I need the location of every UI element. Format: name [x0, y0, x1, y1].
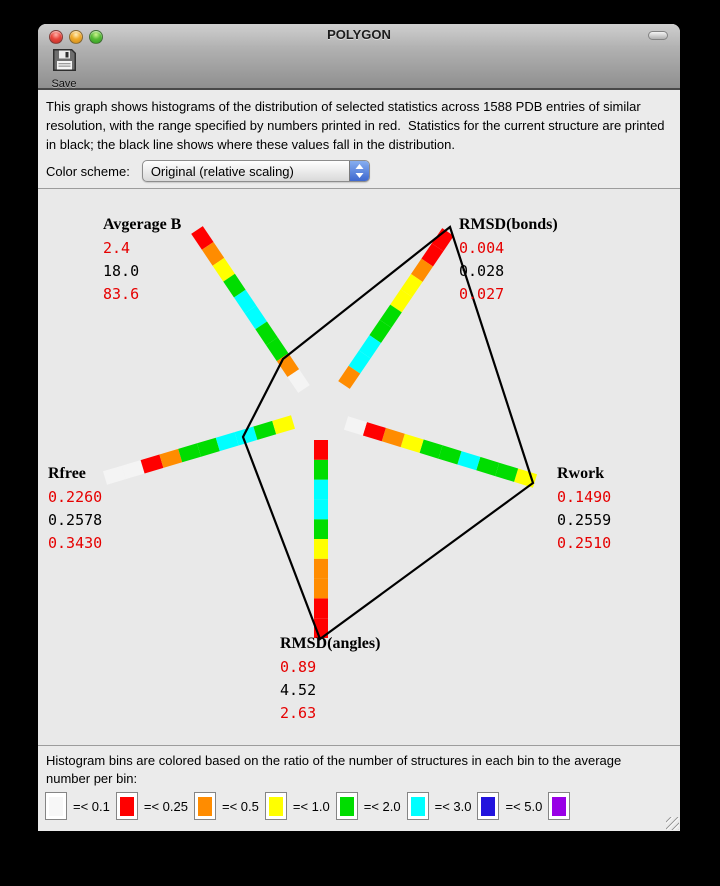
histogram-bin-segment	[314, 598, 328, 618]
description-panel	[38, 90, 680, 189]
legend-swatch-color	[120, 797, 134, 816]
histogram-bin-segment	[363, 422, 386, 441]
legend-swatch-color	[198, 797, 212, 816]
axis-current-value: 0.2559	[557, 511, 612, 529]
title-bar[interactable]	[38, 24, 680, 46]
histogram-bin-segment	[141, 454, 164, 473]
axis-label: RMSD(angles)	[280, 635, 381, 652]
legend-swatch-color	[49, 797, 63, 816]
axis-current-value: 18.0	[103, 262, 140, 280]
window-title: POLYGON	[327, 27, 391, 42]
histogram-bin-segment	[514, 469, 537, 488]
legend-swatch-color	[552, 797, 566, 816]
histogram-bin-segment	[495, 463, 518, 482]
axis-block-rwork	[557, 465, 611, 555]
legend-swatch	[407, 792, 429, 820]
axis-block-rmsd-bonds	[459, 216, 558, 306]
radar-plot	[38, 189, 680, 745]
color-scheme-dropdown[interactable]	[142, 160, 370, 182]
legend-swatch-color	[411, 797, 425, 816]
histogram-bin-segment	[253, 421, 276, 440]
histogram-bin-segment	[314, 480, 328, 500]
histogram-bin-segment	[197, 438, 220, 457]
color-scheme-label: Color scheme:	[46, 163, 130, 179]
dropdown-stepper-icon	[349, 161, 369, 181]
save-button-label: Save	[51, 78, 77, 90]
axis-block-average-b	[103, 216, 181, 306]
histogram-bin-segment	[476, 457, 499, 476]
histogram-bin-segment	[438, 445, 461, 464]
axis-block-rmsd-angles	[280, 635, 380, 725]
axis-min-value: 0.1490	[557, 488, 612, 506]
axis-min-value: 0.2260	[48, 488, 103, 506]
axis-current-value: 0.2578	[48, 511, 103, 529]
legend-bin-label: =< 0.25	[143, 798, 188, 814]
legend-swatch	[45, 792, 67, 820]
histogram-bin-segment	[314, 579, 328, 599]
legend-bin-label: =< 5.0	[505, 798, 543, 814]
histogram-bin-segment	[122, 460, 145, 479]
histogram-bin-segment	[216, 432, 239, 451]
axis-max-value: 0.2510	[557, 534, 612, 552]
axis-block-rfree	[48, 465, 102, 555]
legend-bin-label: =< 0.5	[221, 798, 259, 814]
description-text: This graph shows histograms of the distribution of selected statistics across 1588 PDB entries of similar resolution, with the range specified by numbers printed in red. Statistics for the current structure are printed in black; the black line shows where these values fall in the distribution.	[46, 99, 669, 152]
histogram-bin-segment	[314, 539, 328, 559]
legend-swatch-color	[340, 797, 354, 816]
legend-swatch	[548, 792, 570, 820]
legend-swatch	[477, 792, 499, 820]
collapse-pill-button[interactable]	[648, 31, 668, 40]
histogram-bin-segment	[314, 559, 328, 579]
histogram-bin-segment	[382, 428, 405, 447]
axis-min-value: 0.004	[459, 239, 505, 257]
histogram-bin-segment	[344, 416, 367, 435]
legend-swatch-color	[481, 797, 495, 816]
legend-swatch	[265, 792, 287, 820]
color-scheme-selected: Original (relative scaling)	[150, 163, 294, 179]
histogram-bin-segment	[159, 449, 182, 468]
axis-max-value: 0.3430	[48, 534, 103, 552]
legend-swatch-color	[269, 797, 283, 816]
histogram-bin-segment	[314, 440, 328, 460]
legend-swatch	[116, 792, 138, 820]
resize-grip[interactable]	[666, 817, 679, 830]
axis-current-value: 0.028	[459, 262, 505, 280]
histogram-bin-segment	[314, 460, 328, 480]
legend-bin-label: =< 3.0	[434, 798, 472, 814]
axis-label: Avgerage B	[103, 216, 182, 233]
axis-max-value: 2.63	[280, 704, 317, 722]
histogram-bin-segment	[420, 440, 443, 459]
save-floppy-icon	[51, 59, 78, 76]
legend-bins-row	[45, 792, 570, 820]
axis-max-value: 0.027	[459, 285, 505, 303]
axis-label: Rfree	[48, 465, 86, 482]
histogram-bin-segment	[178, 443, 201, 462]
toolbar	[38, 46, 680, 90]
legend-bin-label: =< 0.1	[73, 798, 110, 814]
histogram-bin-segment	[457, 451, 480, 470]
histogram-bin-segment	[314, 499, 328, 519]
histogram-bin-segment	[401, 434, 424, 453]
legend-panel	[38, 745, 680, 831]
axis-min-value: 0.89	[280, 658, 317, 676]
axis-current-value: 4.52	[280, 681, 317, 699]
histogram-bin-segment	[272, 415, 295, 434]
polygon-window	[38, 24, 680, 831]
legend-bin-label: =< 2.0	[363, 798, 401, 814]
legend-bin-label: =< 1.0	[292, 798, 330, 814]
axis-label: RMSD(bonds)	[459, 216, 558, 233]
axis-label: Rwork	[557, 465, 605, 482]
histogram-bin-segment	[314, 519, 328, 539]
legend-swatch	[336, 792, 358, 820]
legend-swatch	[194, 792, 216, 820]
axis-max-value: 83.6	[103, 285, 140, 303]
save-button[interactable]	[46, 48, 82, 90]
legend-text: Histogram bins are colored based on the ratio of the number of structures in each bin to the average number per bin:	[46, 753, 622, 786]
histogram-bin-segment	[103, 466, 126, 485]
axis-min-value: 2.4	[103, 239, 131, 257]
